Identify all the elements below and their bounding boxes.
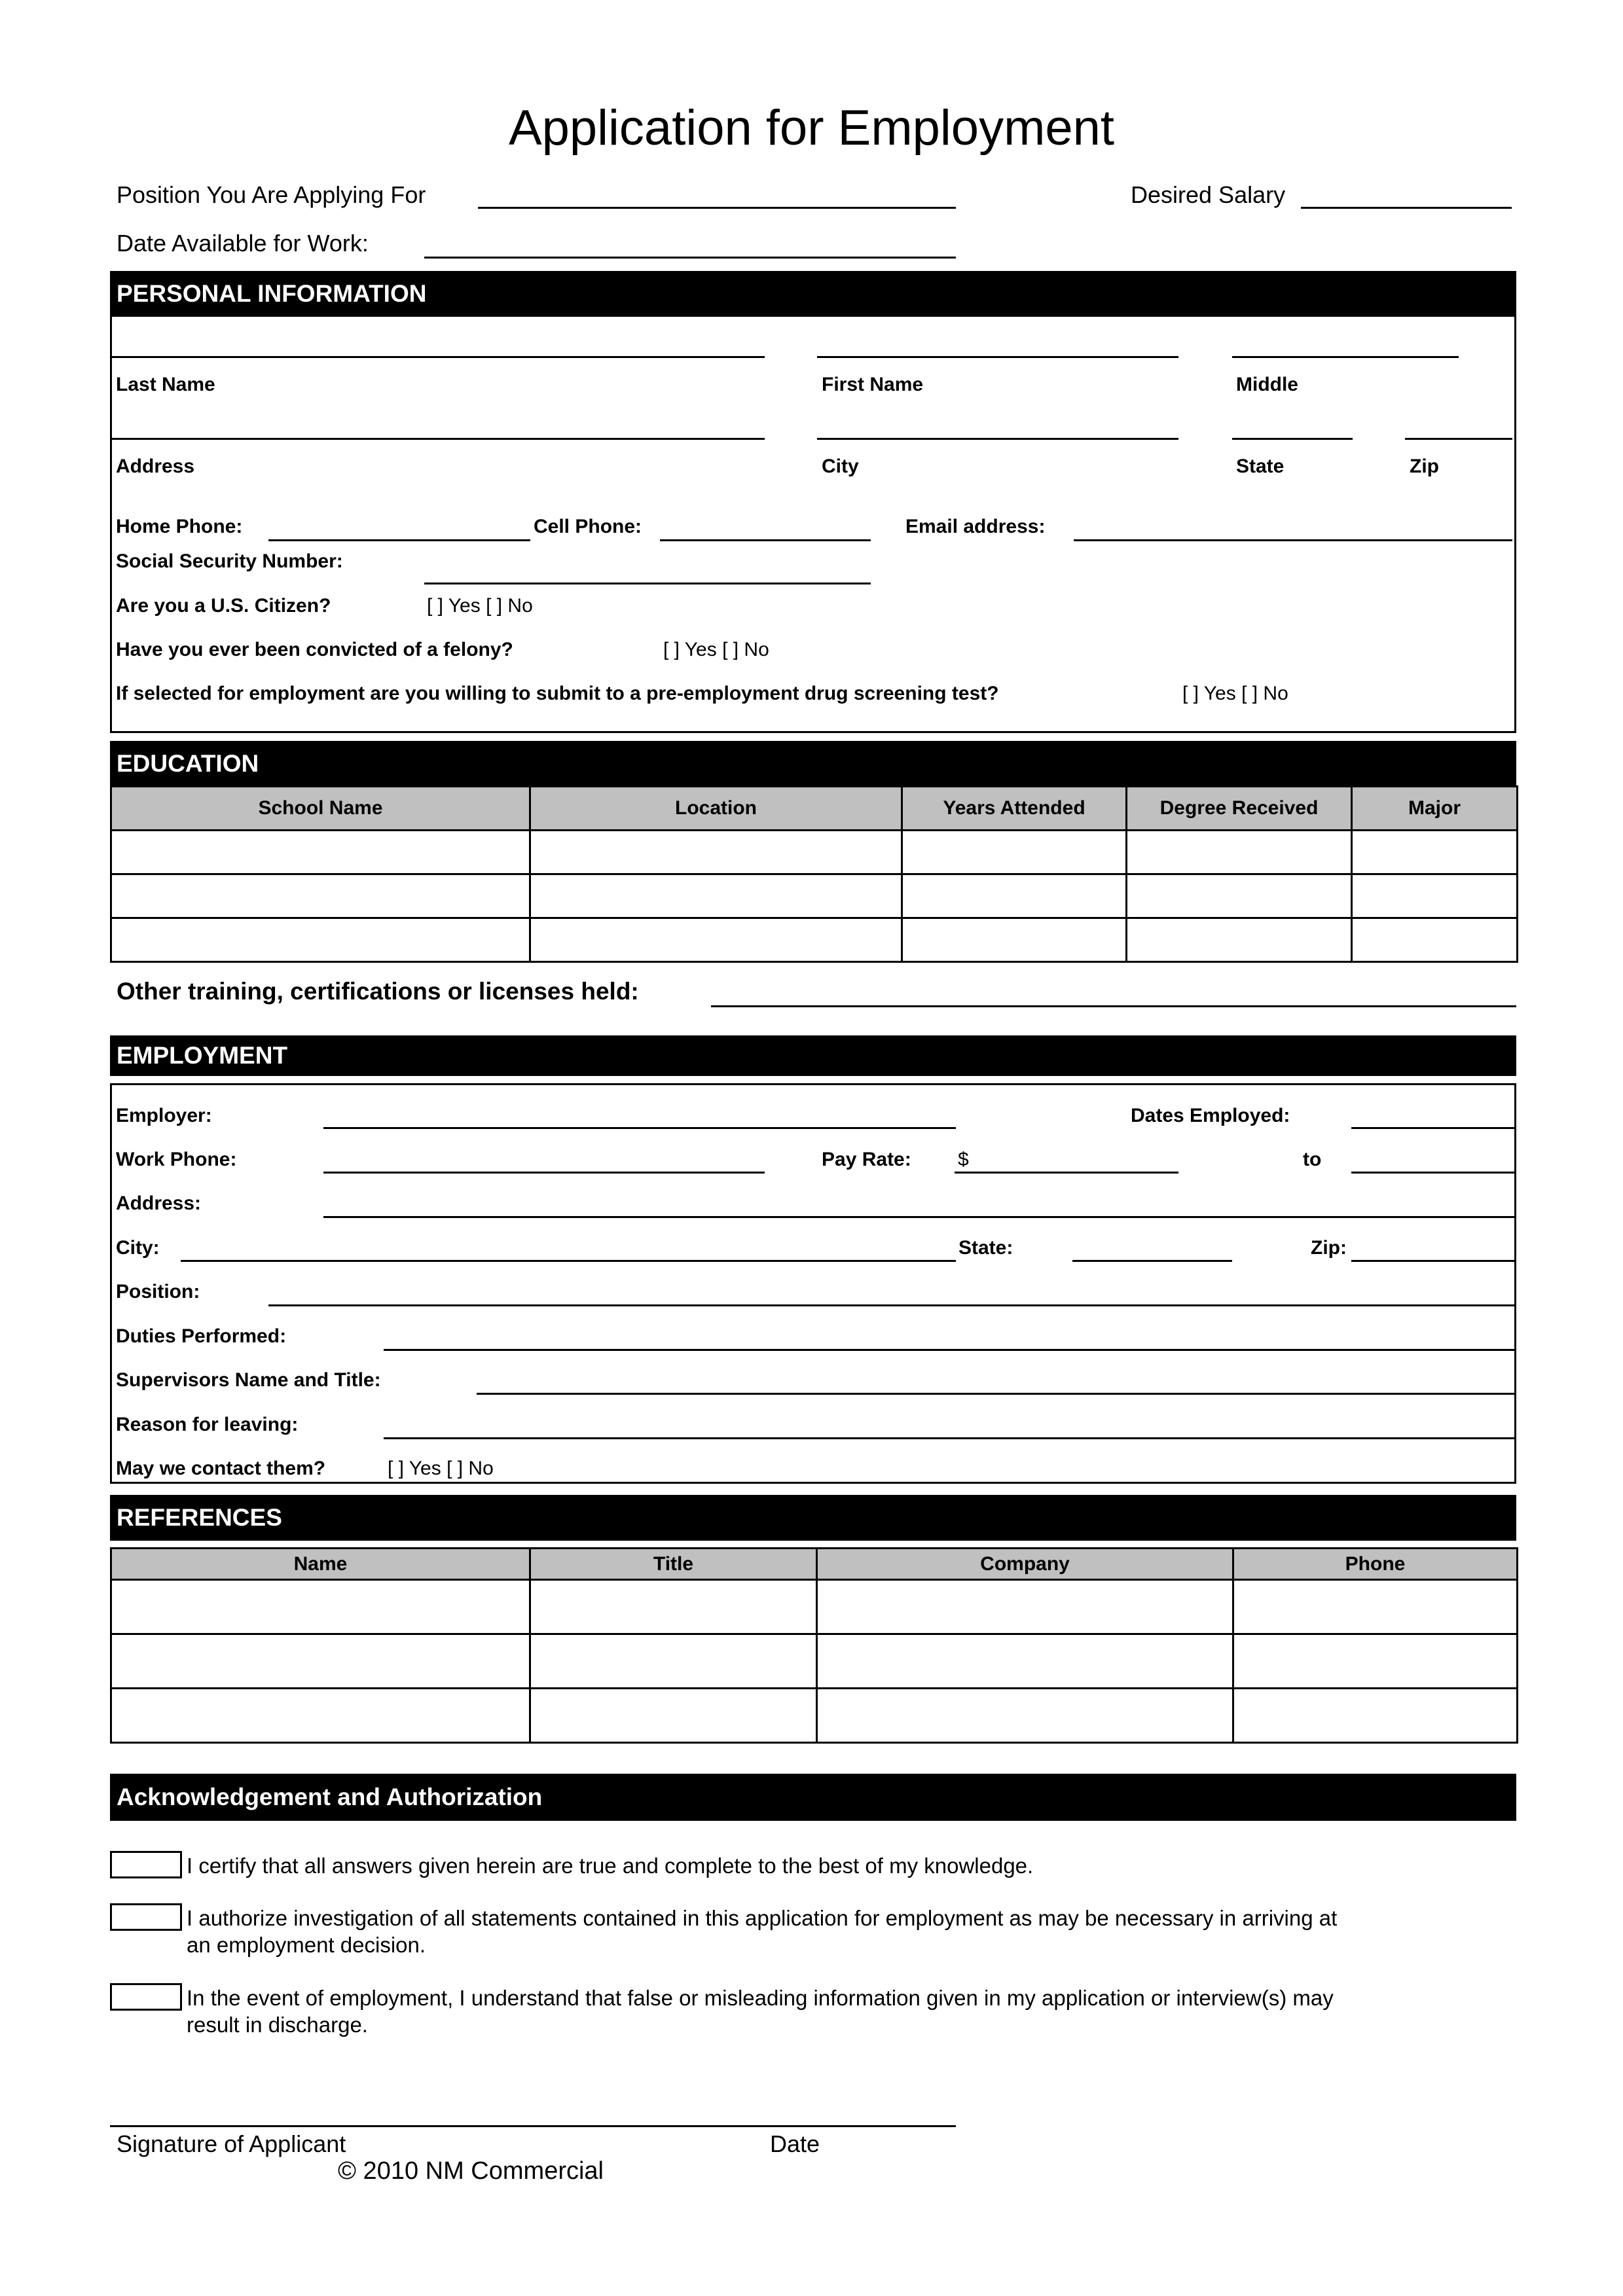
home-phone-field[interactable] (268, 539, 530, 541)
pay-rate-label: Pay Rate: (822, 1149, 911, 1170)
reason-leaving-label: Reason for leaving: (116, 1414, 299, 1435)
table-cell[interactable] (530, 831, 902, 874)
contact-options[interactable]: [ ] Yes [ ] No (388, 1458, 494, 1479)
table-cell[interactable] (1127, 918, 1352, 962)
employer-state-field[interactable] (1072, 1260, 1232, 1262)
table-row (111, 918, 1518, 962)
table-row (111, 874, 1518, 918)
employment-section (110, 1083, 1516, 1484)
position-label: Position You Are Applying For (117, 181, 426, 208)
ssn-field[interactable] (424, 583, 871, 584)
table-cell[interactable] (530, 874, 902, 918)
supervisor-field[interactable] (477, 1393, 1516, 1395)
citizen-question: Are you a U.S. Citizen? (116, 595, 331, 617)
discharge-text-line2: result in discharge. (187, 2013, 368, 2037)
employer-address-label: Address: (116, 1193, 202, 1214)
reason-leaving-field[interactable] (384, 1437, 1516, 1439)
personal-info-section (110, 271, 1516, 733)
education-heading: EDUCATION (110, 741, 1516, 787)
table-row (111, 1689, 1518, 1743)
table-cell[interactable] (1127, 831, 1352, 874)
references-table (110, 1547, 1518, 1744)
page-title: Application for Employment (508, 100, 1115, 156)
zip-label: Zip (1410, 456, 1439, 477)
acknowledgement-heading: Acknowledgement and Authorization (110, 1774, 1516, 1821)
work-phone-field[interactable] (323, 1172, 765, 1174)
authorize-text-line1: I authorize investigation of all statements contained in this application for employment as may be necessary in arriving at (187, 1906, 1338, 1930)
discharge-text-line1: In the event of employment, I understand that false or misleading information given in my application or interview(s) may (187, 1986, 1334, 2010)
ssn-label: Social Security Number: (116, 550, 343, 572)
other-training-label: Other training, certifications or licenses held: (117, 978, 639, 1005)
personal-info-heading: PERSONAL INFORMATION (110, 271, 1516, 317)
col-major: Major (1352, 787, 1518, 831)
table-cell[interactable] (817, 1580, 1233, 1634)
date-available-field[interactable] (424, 257, 956, 259)
col-ref-phone: Phone (1233, 1549, 1518, 1580)
authorize-text-line2: an employment decision. (187, 1933, 426, 1957)
education-table (110, 785, 1518, 963)
signature-field[interactable] (110, 2125, 956, 2127)
city-label: City (822, 456, 859, 477)
home-phone-label: Home Phone: (116, 516, 243, 537)
employer-zip-field[interactable] (1351, 1260, 1516, 1262)
table-cell[interactable] (1127, 874, 1352, 918)
drug-test-options[interactable]: [ ] Yes [ ] No (1182, 683, 1288, 704)
col-ref-company: Company (817, 1549, 1233, 1580)
signature-label: Signature of Applicant (117, 2130, 346, 2157)
table-cell[interactable] (817, 1689, 1233, 1743)
dates-employed-to-field[interactable] (1351, 1172, 1515, 1174)
table-cell[interactable] (111, 1580, 530, 1634)
email-field[interactable] (1074, 539, 1512, 541)
employment-heading: EMPLOYMENT (110, 1035, 1516, 1076)
table-cell[interactable] (902, 918, 1127, 962)
table-cell[interactable] (1233, 1580, 1518, 1634)
last-name-field[interactable] (111, 356, 765, 358)
employer-field[interactable] (323, 1127, 956, 1129)
last-name-label: Last Name (116, 374, 215, 395)
duties-label: Duties Performed: (116, 1325, 287, 1347)
cell-phone-label: Cell Phone: (534, 516, 642, 537)
table-cell[interactable] (530, 1580, 817, 1634)
dates-employed-from-field[interactable] (1351, 1127, 1515, 1129)
email-label: Email address: (905, 516, 1046, 537)
employer-state-label: State: (958, 1237, 1013, 1259)
col-ref-title: Title (530, 1549, 817, 1580)
felony-question: Have you ever been convicted of a felony? (116, 639, 513, 660)
first-name-label: First Name (822, 374, 924, 395)
other-training-field[interactable] (711, 1005, 1516, 1007)
state-label: State (1236, 456, 1285, 477)
certify-checkbox[interactable] (110, 1851, 182, 1878)
table-cell[interactable] (111, 1689, 530, 1743)
cell-phone-field[interactable] (660, 539, 871, 541)
authorize-checkbox[interactable] (110, 1903, 182, 1931)
salary-field[interactable] (1301, 207, 1512, 209)
employer-label: Employer: (116, 1105, 212, 1126)
felony-options[interactable]: [ ] Yes [ ] No (663, 639, 769, 660)
references-heading: REFERENCES (110, 1495, 1516, 1541)
certify-text: I certify that all answers given herein are true and complete to the best of my knowledge. (187, 1854, 1034, 1878)
contact-question: May we contact them? (116, 1458, 326, 1479)
position-held-field[interactable] (268, 1304, 1516, 1306)
table-cell[interactable] (1352, 831, 1518, 874)
table-cell[interactable] (530, 918, 902, 962)
table-cell[interactable] (902, 874, 1127, 918)
col-location: Location (530, 787, 902, 831)
work-phone-label: Work Phone: (116, 1149, 237, 1170)
table-cell[interactable] (111, 831, 530, 874)
table-cell[interactable] (1352, 918, 1518, 962)
employer-address-field[interactable] (323, 1216, 1516, 1218)
city-field[interactable] (817, 438, 1178, 440)
table-row (111, 1580, 1518, 1634)
employer-city-label: City: (116, 1237, 160, 1259)
col-degree-received: Degree Received (1127, 787, 1352, 831)
copyright: © 2010 NM Commercial (338, 2157, 604, 2185)
table-row (111, 831, 1518, 874)
citizen-options[interactable]: [ ] Yes [ ] No (427, 595, 533, 617)
discharge-checkbox[interactable] (110, 1983, 182, 2011)
table-cell[interactable] (1233, 1689, 1518, 1743)
position-field[interactable] (478, 207, 956, 209)
employer-city-field[interactable] (181, 1260, 956, 1262)
date-available-label: Date Available for Work: (117, 230, 369, 257)
table-cell[interactable] (902, 831, 1127, 874)
table-cell[interactable] (530, 1689, 817, 1743)
table-cell[interactable] (111, 874, 530, 918)
position-held-label: Position: (116, 1281, 200, 1302)
table-cell[interactable] (817, 1634, 1233, 1689)
salary-label: Desired Salary (1131, 181, 1286, 208)
zip-field[interactable] (1405, 438, 1512, 440)
middle-field[interactable] (1232, 356, 1459, 358)
employer-zip-label: Zip: (1311, 1237, 1347, 1259)
col-ref-name: Name (111, 1549, 530, 1580)
pay-rate-field[interactable] (955, 1172, 1178, 1174)
table-cell[interactable] (111, 1634, 530, 1689)
state-field[interactable] (1232, 438, 1353, 440)
table-cell[interactable] (1352, 874, 1518, 918)
address-field[interactable] (111, 438, 765, 440)
table-cell[interactable] (530, 1634, 817, 1689)
middle-label: Middle (1236, 374, 1298, 395)
first-name-field[interactable] (817, 356, 1178, 358)
dates-employed-label: Dates Employed: (1131, 1105, 1290, 1126)
duties-field[interactable] (384, 1349, 1516, 1351)
date-label: Date (770, 2130, 820, 2157)
table-row (111, 1634, 1518, 1689)
dollar-sign: $ (958, 1149, 969, 1170)
drug-test-question: If selected for employment are you willing to submit to a pre-employment drug screening test? (116, 683, 999, 704)
col-years-attended: Years Attended (902, 787, 1127, 831)
table-cell[interactable] (111, 918, 530, 962)
col-school-name: School Name (111, 787, 530, 831)
to-label: to (1303, 1149, 1322, 1170)
table-cell[interactable] (1233, 1634, 1518, 1689)
address-label: Address (116, 456, 195, 477)
supervisor-label: Supervisors Name and Title: (116, 1369, 381, 1391)
